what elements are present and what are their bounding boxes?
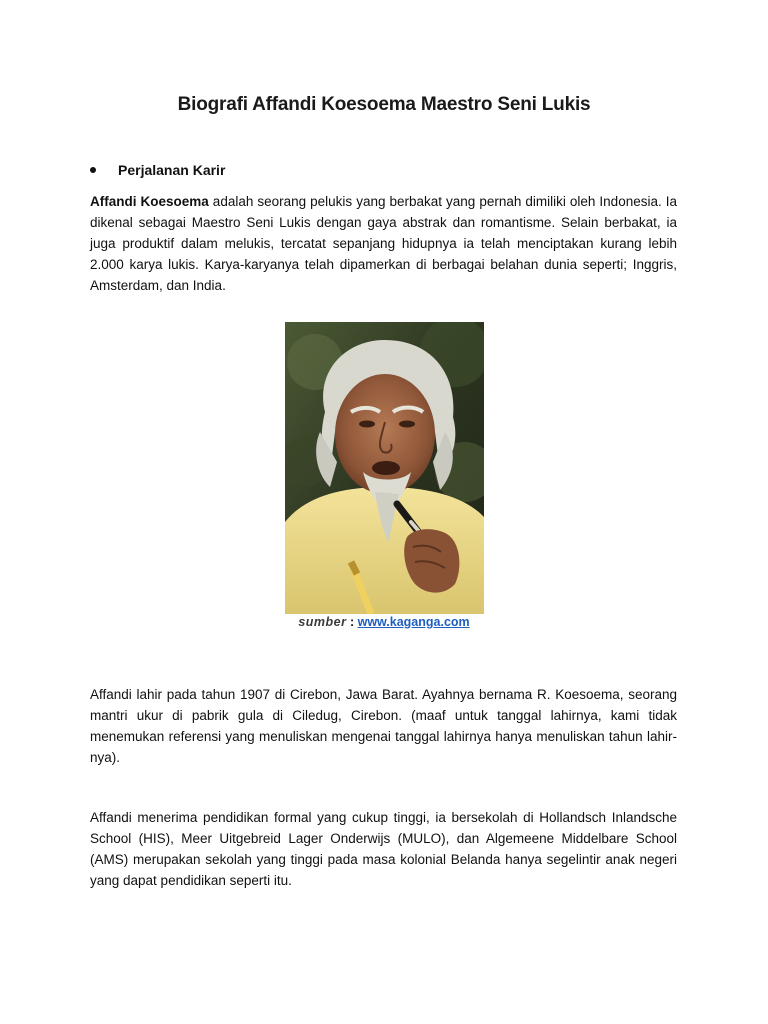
caption-source-label: sumber (298, 615, 347, 629)
image-caption (0, 615, 768, 629)
paragraph-birth: Affandi lahir pada tahun 1907 di Cirebon, Jawa Barat. Ayahnya bernama R. Koesoema, seorang mantri ukur di pabrik gula di Ciledug, Cirebon. (maaf untuk tanggal lahirnya, kami tidak menemukan referensi yang menuliskan mengenai tanggal lahirnya hanya menuliskan tahun lahir-nya). (90, 687, 677, 765)
paragraph-career (90, 191, 677, 296)
page-title: Biografi Affandi Koesoema Maestro Seni Lukis (177, 94, 591, 115)
section-heading (90, 162, 225, 178)
bullet-icon (90, 167, 96, 173)
section-heading-label: Perjalanan Karir (118, 162, 226, 178)
caption-separator: : (346, 615, 358, 629)
portrait-photo (285, 322, 484, 614)
paragraph-bold-lead: Affandi Koesoema (90, 194, 209, 209)
caption-source-link[interactable]: www.kaganga.com (357, 615, 470, 629)
paragraph-career-text: adalah seorang pelukis yang berbakat yang pernah dimiliki oleh Indonesia. Ia dikenal sebagai Maestro Seni Lukis dengan gaya abstrak dan romantisme. Selain berbakat, ia juga produktif dalam melukis, tercatat sepanjang hidupnya ia telah menciptakan kurang lebih 2.000 karya lukis. Karya-karyanya telah dipamerkan di berbagai belahan dunia seperti; Inggris, Amsterdam, dan India. (90, 194, 677, 293)
paragraph-education: Affandi menerima pendidikan formal yang cukup tinggi, ia bersekolah di Hollandsch Inlandsche School (HIS), Meer Uitgebreid Lager Onderwijs (MULO), dan Algemeene Middelbare School (AMS) merupakan sekolah yang tinggi pada masa kolonial Belanda hanya segelintir anak negeri yang dapat pendidikan seperti itu. (90, 810, 677, 888)
